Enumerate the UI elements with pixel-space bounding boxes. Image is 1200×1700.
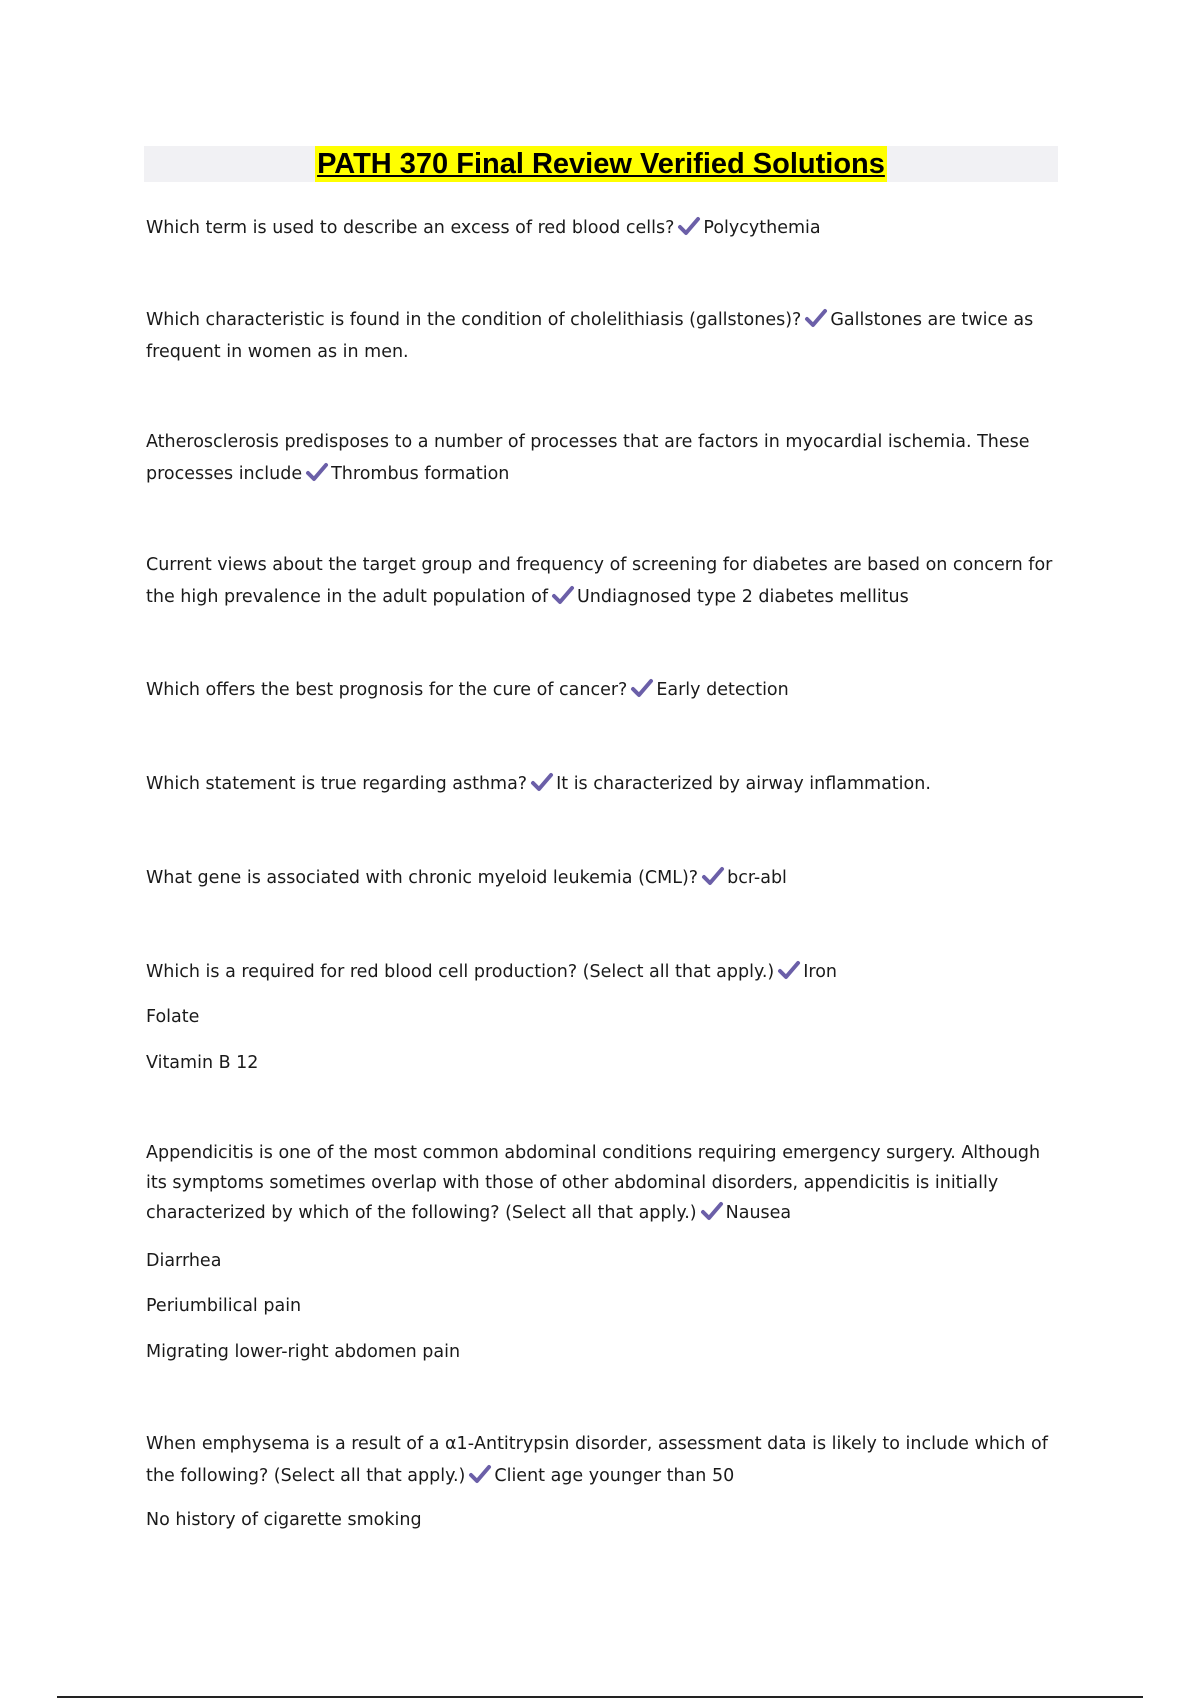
qa-item <box>146 1428 1061 1492</box>
page-title: PATH 370 Final Review Verified Solutions <box>317 148 885 180</box>
answer-text: It is characterized by airway inflammation. <box>556 774 931 794</box>
question-text: Which characteristic is found in the condition of cholelithiasis (gallstones)? <box>146 310 802 330</box>
qa-item <box>146 862 1061 894</box>
qa-text <box>146 862 1061 894</box>
checkmark-icon <box>700 1201 724 1221</box>
checkmark-icon <box>701 866 725 886</box>
question-text: Appendicitis is one of the most common abdominal conditions requiring emergency surgery. Although its symptoms sometimes overlap with those of other abdominal disorders, appendicitis is initially characterized by which of the following? (Select all that apply.) <box>146 1143 1041 1223</box>
answer-extra: No history of cigarette smoking <box>146 1510 422 1530</box>
answer-text: Polycythemia <box>703 218 821 238</box>
qa-item <box>146 212 1061 244</box>
qa-text <box>146 1138 1061 1228</box>
answer-extra: Migrating lower-right abdomen pain <box>146 1342 461 1362</box>
checkmark-icon <box>530 772 554 792</box>
qa-item <box>146 674 1061 706</box>
checkmark-icon <box>677 216 701 236</box>
answer-extra: Diarrhea <box>146 1251 222 1271</box>
qa-item <box>146 549 1061 613</box>
answer-text: Undiagnosed type 2 diabetes mellitus <box>577 587 909 607</box>
title-band <box>144 146 1058 182</box>
checkmark-icon <box>804 308 828 328</box>
qa-item <box>146 426 1061 490</box>
qa-item <box>146 304 1061 368</box>
answer-extra: Vitamin B 12 <box>146 1053 259 1073</box>
question-text: Which term is used to describe an excess of red blood cells? <box>146 218 675 238</box>
question-text: Current views about the target group and frequency of screening for diabetes are based on concern for the high prevalence in the adult population of <box>146 555 1053 607</box>
qa-text <box>146 304 1061 368</box>
qa-item <box>146 1138 1061 1228</box>
answer-text: Nausea <box>725 1203 792 1223</box>
answer-text: Iron <box>803 962 837 982</box>
answer-text: Early detection <box>656 680 789 700</box>
question-text: What gene is associated with chronic myeloid leukemia (CML)? <box>146 868 699 888</box>
question-text: When emphysema is a result of a α1-Antitrypsin disorder, assessment data is likely to include which of the following? (Select all that apply.) <box>146 1434 1048 1486</box>
qa-text <box>146 674 1061 706</box>
answer-extra: Periumbilical pain <box>146 1296 302 1316</box>
footer-rule <box>57 1696 1143 1698</box>
qa-text <box>146 956 1061 988</box>
qa-text <box>146 1428 1061 1492</box>
checkmark-icon <box>630 678 654 698</box>
checkmark-icon <box>777 960 801 980</box>
checkmark-icon <box>468 1464 492 1484</box>
question-text: Which offers the best prognosis for the cure of cancer? <box>146 680 628 700</box>
qa-text <box>146 212 1061 244</box>
qa-text <box>146 549 1061 613</box>
qa-text <box>146 768 1061 800</box>
question-text: Which statement is true regarding asthma? <box>146 774 528 794</box>
answer-text: Thrombus formation <box>331 464 510 484</box>
checkmark-icon <box>305 462 329 482</box>
question-text: Which is a required for red blood cell production? (Select all that apply.) <box>146 962 775 982</box>
answer-text: Client age younger than 50 <box>494 1466 735 1486</box>
answer-extra: Folate <box>146 1007 200 1027</box>
checkmark-icon <box>551 585 575 605</box>
qa-item <box>146 956 1061 988</box>
qa-text <box>146 426 1061 490</box>
question-text: Atherosclerosis predisposes to a number of processes that are factors in myocardial ischemia. These processes include <box>146 432 1030 484</box>
qa-item <box>146 768 1061 800</box>
answer-text: bcr-abl <box>727 868 787 888</box>
answer-text: Gallstones are twice as frequent in women as in men. <box>146 310 1034 362</box>
